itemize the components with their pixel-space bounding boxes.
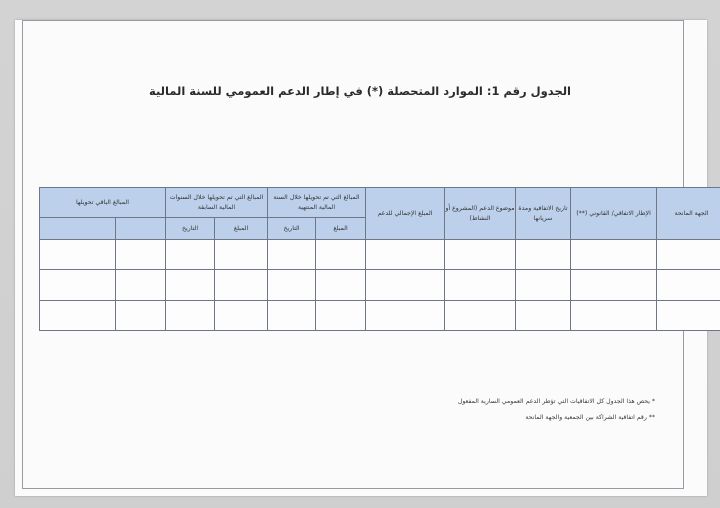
table-cell[interactable] (571, 300, 657, 330)
table-row (40, 240, 720, 270)
header-agreement-date: تاريخ الاتفاقية ومدة سريانها (516, 188, 571, 240)
table-cell[interactable] (268, 240, 316, 270)
subheader-amount: المبلغ (215, 218, 268, 240)
subheader-amount: المبلغ (316, 218, 366, 240)
table-cell[interactable] (516, 240, 571, 270)
table-cell[interactable] (40, 270, 116, 300)
table-cell[interactable] (316, 270, 366, 300)
table-cell[interactable] (316, 300, 366, 330)
header-legal-framework: الإطار الاتفاقي/ القانوني (**) (571, 188, 657, 240)
table-cell[interactable] (516, 300, 571, 330)
table-cell[interactable] (166, 300, 215, 330)
table-cell[interactable] (268, 300, 316, 330)
table-row (40, 270, 720, 300)
table-cell[interactable] (316, 240, 366, 270)
table-cell[interactable] (516, 270, 571, 300)
footnote-1: * يحص هذا الجدول كل الاتفاقيات التي تؤطر الدعم العمومي السارية المفعول (457, 398, 655, 405)
table-cell[interactable] (366, 300, 445, 330)
table-cell[interactable] (215, 240, 268, 270)
header-transferred-ended-year: المبالغ التي تم تحويلها خلال السنة المالية المنتهية (268, 188, 366, 218)
table-cell[interactable] (657, 270, 720, 300)
subheader-date: التاريخ (268, 218, 316, 240)
table-cell[interactable] (445, 240, 516, 270)
table-cell[interactable] (166, 270, 215, 300)
header-total-amount: المبلغ الإجمالي للدعم (366, 188, 445, 240)
table-cell[interactable] (166, 240, 215, 270)
subheader-blank (40, 218, 116, 240)
table-cell[interactable] (116, 240, 166, 270)
table-cell[interactable] (116, 270, 166, 300)
subheader-date: التاريخ (166, 218, 215, 240)
table-cell[interactable] (40, 300, 116, 330)
table-cell[interactable] (657, 240, 720, 270)
resources-table (39, 187, 720, 331)
table-cell[interactable] (40, 240, 116, 270)
table-header-row (40, 188, 720, 218)
table-cell[interactable] (215, 270, 268, 300)
document-title: الجدول رقم 1: الموارد المتحصلة (*) في إطار الدعم العمومي للسنة المالية (148, 84, 571, 98)
header-granting-entity: الجهة المانحة (657, 188, 720, 240)
table-cell[interactable] (268, 270, 316, 300)
header-remaining-amount: المبالغ الباقي تحويلها (40, 188, 166, 218)
footnote-2: ** رقم اتفاقية الشراكة بين الجمعية والجهة المانحة (525, 414, 655, 421)
table-cell[interactable] (657, 300, 720, 330)
table-cell[interactable] (571, 240, 657, 270)
table-cell[interactable] (366, 240, 445, 270)
header-support-subject: موضوع الدعم (المشروع أو النشاط) (445, 188, 516, 240)
table-cell[interactable] (366, 270, 445, 300)
subheader-blank (116, 218, 166, 240)
footnotes (0, 394, 655, 426)
table-cell[interactable] (116, 300, 166, 330)
table-row (40, 300, 720, 330)
table-cell[interactable] (445, 270, 516, 300)
table-cell[interactable] (215, 300, 268, 330)
table-cell[interactable] (571, 270, 657, 300)
table-cell[interactable] (445, 300, 516, 330)
header-transferred-previous-years: المبالغ التي تم تحويلها خلال السنوات المالية السابقة (166, 188, 268, 218)
